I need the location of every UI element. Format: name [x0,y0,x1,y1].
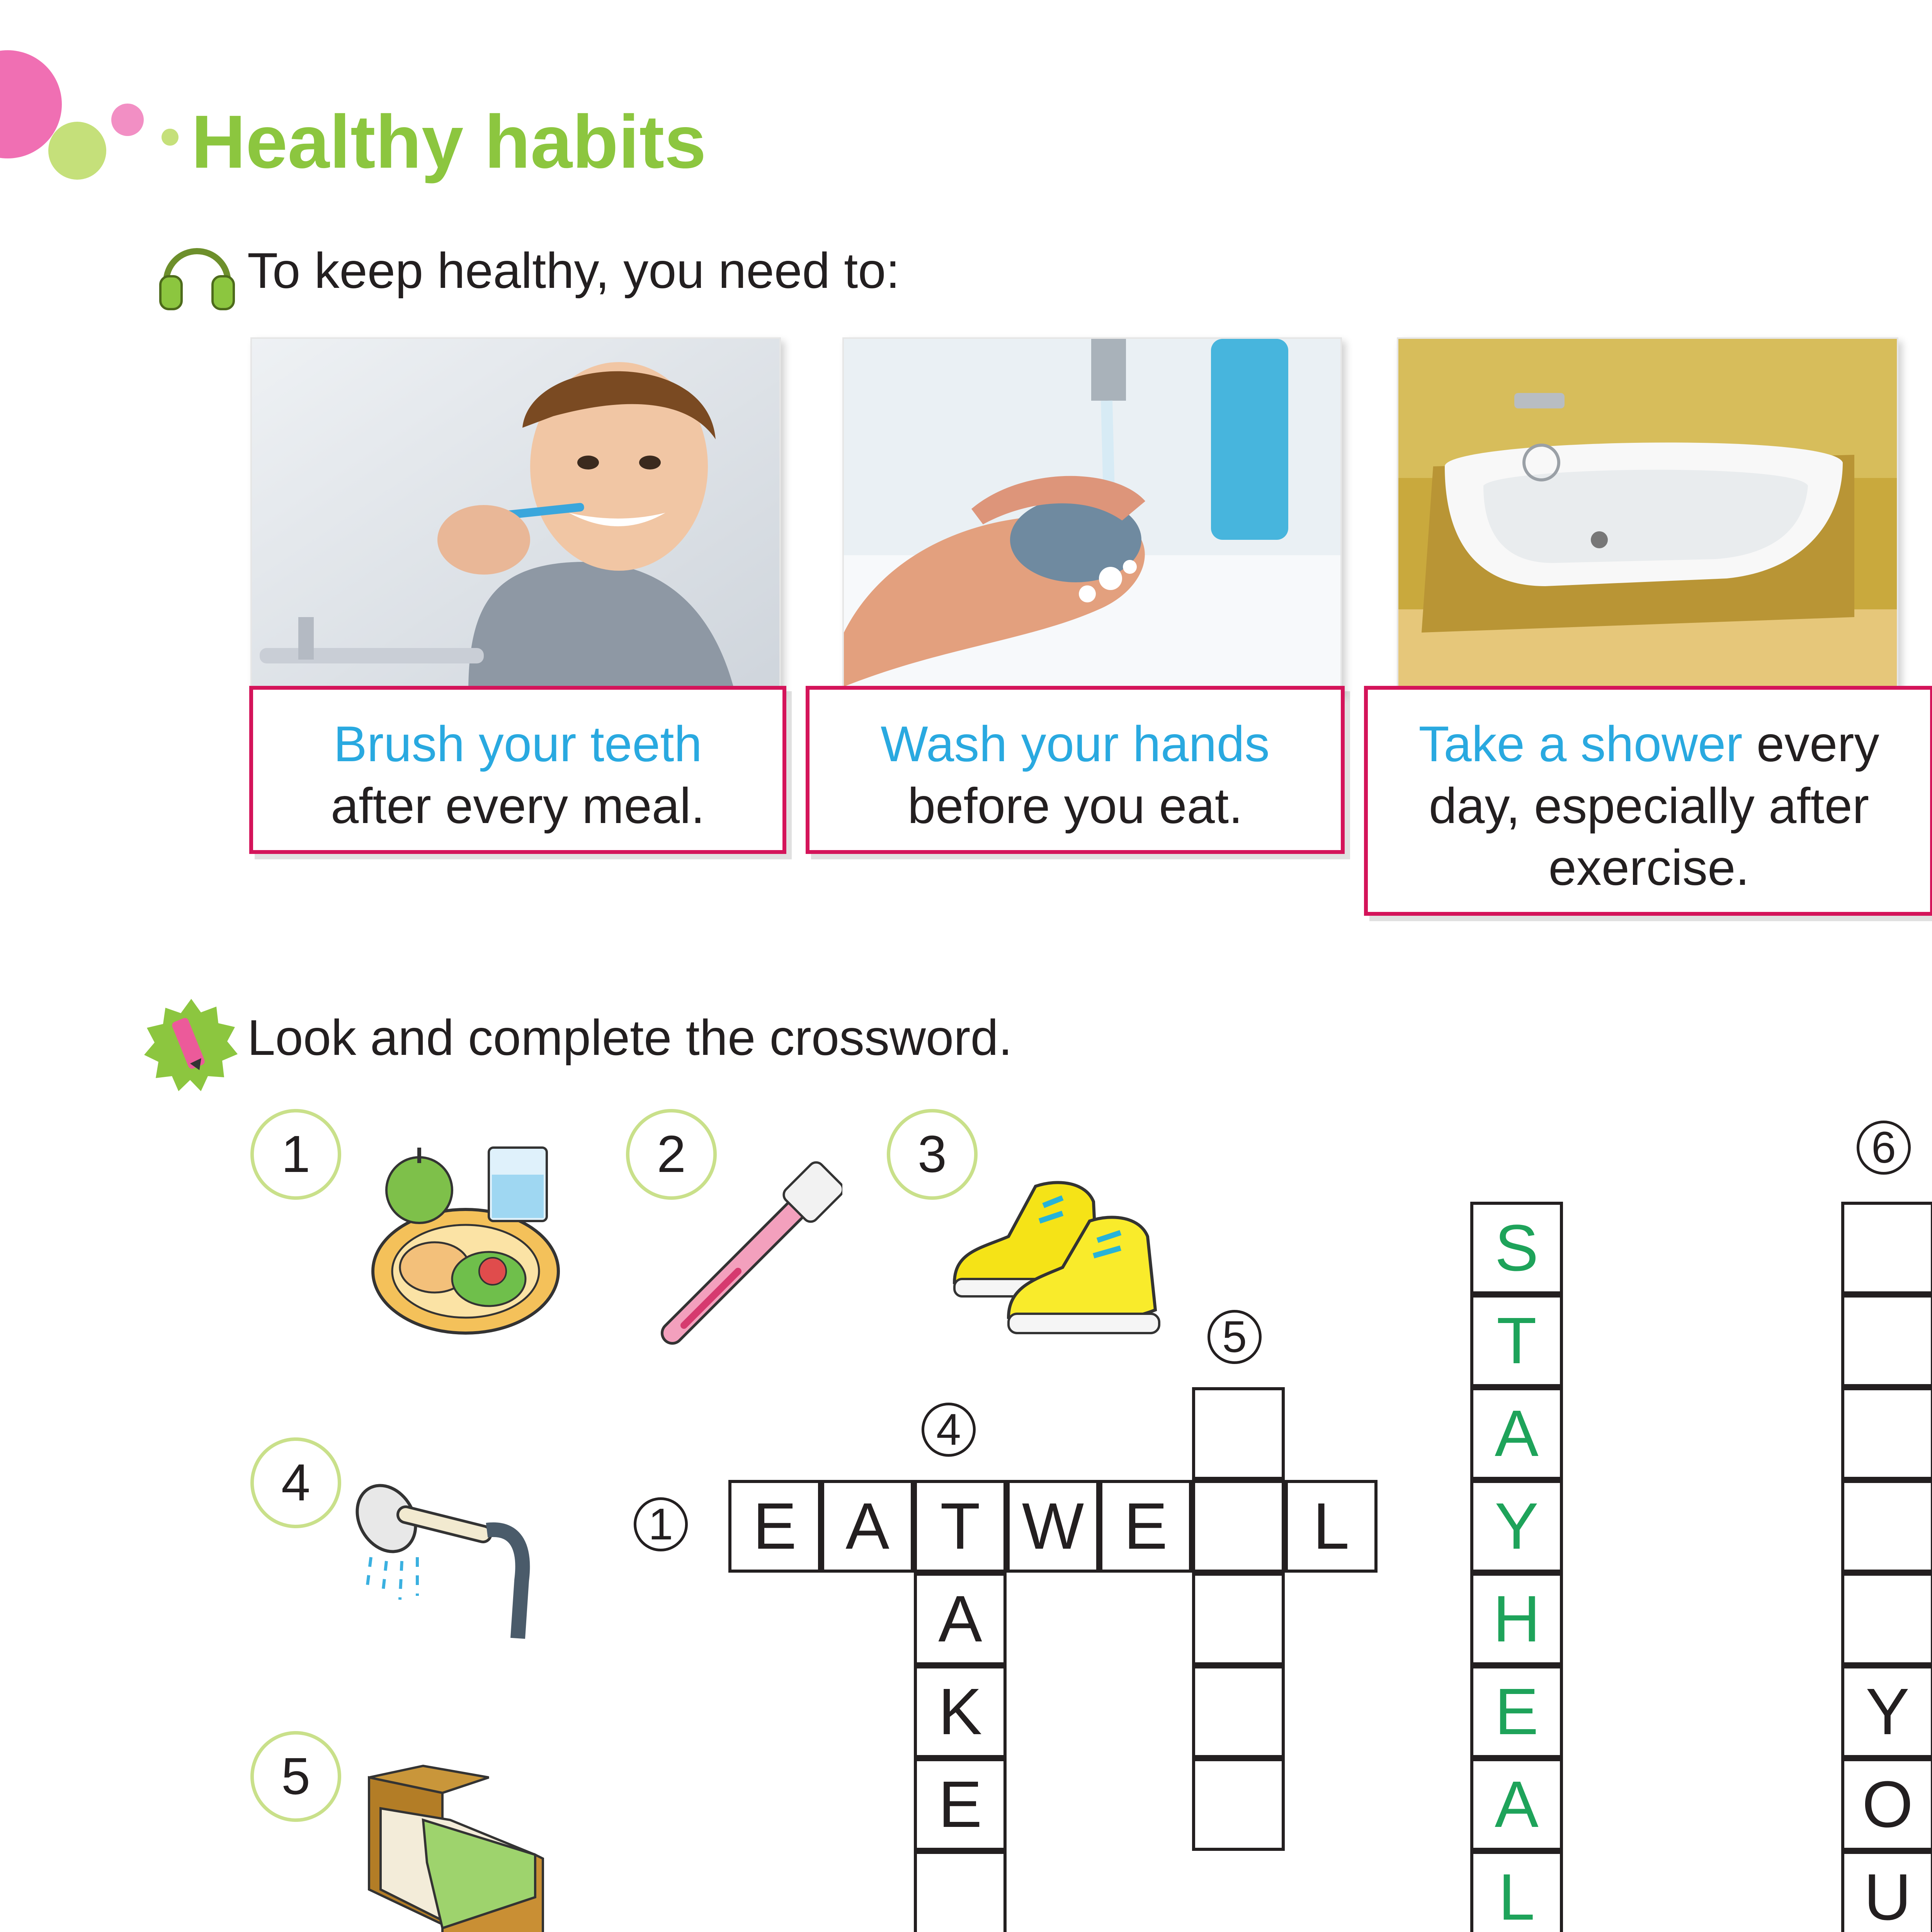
crossword-cell[interactable]: K [914,1665,1007,1758]
caption-rest-inline: every [1742,716,1879,772]
headphones-icon [156,232,238,313]
crossword-cell[interactable]: Y [1470,1480,1563,1573]
crossword-cell[interactable] [1192,1480,1285,1573]
intro-text: To keep healthy, you need to: [247,242,900,299]
crossword-cell[interactable] [1192,1387,1285,1480]
crossword-cell[interactable]: H [1470,1573,1563,1665]
healthy-meal-illustration [369,1140,570,1341]
photo-bathtub [1397,337,1898,694]
grid-number: 6 [1857,1121,1911,1175]
caption-highlight: Wash your hands [881,716,1270,772]
caption-highlight: Brush your teeth [333,716,702,772]
crossword-cell[interactable]: L [1285,1480,1378,1573]
crossword-cell[interactable] [1841,1573,1932,1665]
photo-brushing-teeth [250,337,781,694]
clue-number: 1 [250,1109,341,1200]
photo-washing-hands [842,337,1342,694]
clue-number: 2 [626,1109,717,1200]
caption-highlight: Take a shower [1418,716,1743,772]
crossword-cell[interactable] [1192,1665,1285,1758]
crossword-cell[interactable] [1841,1480,1932,1573]
caption-wash-hands [806,686,1345,854]
crossword-cell[interactable]: A [914,1573,1007,1665]
grid-number: 5 [1208,1310,1262,1364]
crossword-cell[interactable]: A [1470,1387,1563,1480]
pencil-badge-icon [143,997,240,1094]
crossword-cell[interactable] [1192,1573,1285,1665]
caption-brush-teeth [249,686,786,854]
crossword-cell[interactable]: T [1470,1294,1563,1387]
crossword-cell[interactable] [1841,1387,1932,1480]
crossword-cell[interactable]: E [728,1480,821,1573]
decorative-dots [0,0,201,201]
sneakers-illustration [947,1155,1190,1341]
crossword-cell[interactable]: E [914,1758,1007,1851]
crossword-instruction: Look and complete the crossword. [247,1009,1012,1066]
shower-head-illustration [355,1472,556,1654]
toothbrush-illustration [657,1155,842,1349]
crossword-cell[interactable]: E [1470,1665,1563,1758]
crossword-cell[interactable] [1841,1202,1932,1294]
crossword-cell[interactable]: T [914,1480,1007,1573]
clue-number: 3 [887,1109,978,1200]
caption-take-shower [1364,686,1932,916]
crossword-cell[interactable] [914,1851,1007,1932]
crossword-cell[interactable]: E [1099,1480,1192,1573]
crossword-cell[interactable]: S [1470,1202,1563,1294]
crossword-cell[interactable] [1192,1758,1285,1851]
clue-number: 5 [250,1731,341,1822]
caption-rest-2: exercise. [1548,839,1750,896]
caption-rest: after every meal. [330,777,705,834]
grid-number: 1 [634,1497,688,1551]
crossword-cell[interactable]: U [1841,1851,1932,1932]
crossword-cell[interactable]: O [1841,1758,1932,1851]
page-title: Healthy habits [191,100,706,184]
caption-rest: before you eat. [907,777,1243,834]
crossword-cell[interactable] [1841,1294,1932,1387]
crossword-cell[interactable]: W [1007,1480,1099,1573]
grid-number: 4 [922,1403,976,1457]
crossword-cell[interactable]: A [1470,1758,1563,1851]
crossword-cell[interactable]: L [1470,1851,1563,1932]
clue-number: 4 [250,1437,341,1528]
caption-rest: day, especially after [1429,777,1869,834]
crossword-cell[interactable]: Y [1841,1665,1932,1758]
bed-illustration [365,1762,547,1932]
crossword-cell[interactable]: A [821,1480,914,1573]
